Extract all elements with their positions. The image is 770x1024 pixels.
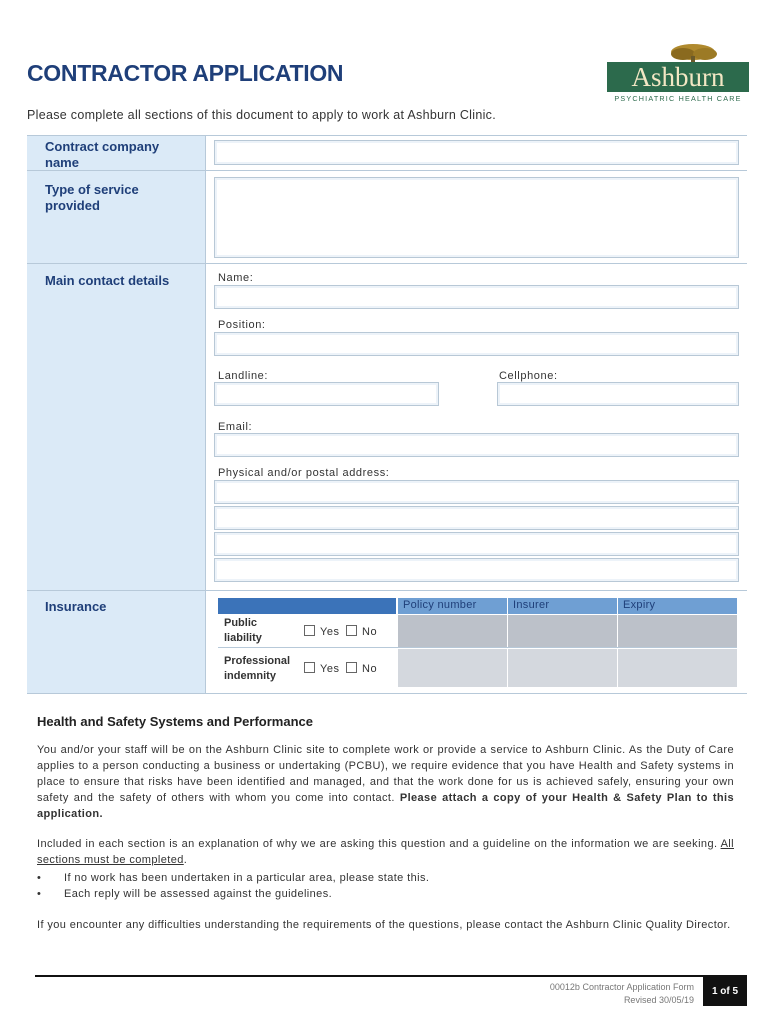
insurance-header-bar [218, 598, 396, 614]
address-label: Physical and/or postal address: [218, 467, 390, 479]
row-divider [27, 693, 747, 694]
intro-text: Please complete all sections of this document to apply to work at Ashburn Clinic. [27, 108, 496, 122]
logo-tagline: PSYCHIATRIC HEALTH CARE [614, 94, 742, 103]
address-input-line[interactable] [214, 480, 739, 504]
address-input-line[interactable] [214, 506, 739, 530]
form-divider [205, 135, 206, 693]
page-title: CONTRACTOR APPLICATION [27, 60, 344, 86]
health-safety-title: Health and Safety Systems and Performance [37, 714, 313, 729]
list-item: • If no work has been undertaken in a particular area, please state this. [37, 872, 430, 884]
row-divider [27, 590, 747, 591]
ashburn-logo [607, 42, 749, 104]
public-liability-no-checkbox[interactable]: No [346, 625, 377, 638]
professional-indemnity-insurer-input[interactable] [508, 649, 617, 687]
position-input[interactable] [214, 332, 739, 356]
landline-label: Landline: [218, 370, 269, 382]
public-liability-policy-input[interactable] [398, 615, 507, 647]
professional-indemnity-yes-checkbox[interactable]: Yes [304, 662, 339, 675]
service-type-input[interactable] [214, 177, 739, 258]
position-label: Position: [218, 319, 266, 331]
insurance-row-divider [218, 647, 737, 648]
cellphone-input[interactable] [497, 382, 739, 406]
company-name-input[interactable] [214, 140, 739, 165]
contact-paragraph: If you encounter any difficulties understanding the requirements of the questions, please contact the Ashburn Clinic Quality Director. [37, 919, 731, 931]
professional-indemnity-policy-input[interactable] [398, 649, 507, 687]
professional-indemnity-label: Professional indemnity [224, 655, 291, 682]
public-liability-yes-checkbox[interactable]: Yes [304, 625, 339, 638]
health-safety-paragraph: You and/or your staff will be on the Ashburn Clinic site to complete work or provide a service to Ashburn Clinic. As the Duty of Care applies to a person conducting a business or undertaking (PCBU), we require evidence that you have Health and Safety systems in place to ensure that risks have been identified and managed, and that the work done for us is achieved safely, ensuring your own safety and the safety of others with whom you come into contact. Please attach a copy of your Health & Safety Plan to this application. [37, 744, 734, 820]
professional-indemnity-no-checkbox[interactable]: No [346, 662, 377, 675]
landline-input[interactable] [214, 382, 439, 406]
public-liability-insurer-input[interactable] [508, 615, 617, 647]
policy-number-heading: Policy number [403, 599, 477, 611]
list-item: • Each reply will be assessed against the guidelines. [37, 888, 333, 900]
contact-details-label: Main contact details [45, 273, 170, 288]
row-divider [27, 263, 747, 264]
public-liability-label: Public liability [224, 617, 262, 644]
all-sections-required: All sections must be completed [37, 838, 734, 866]
address-input-line[interactable] [214, 558, 739, 582]
email-input[interactable] [214, 433, 739, 457]
service-type-label: Type of service provided [45, 182, 139, 213]
address-input-line[interactable] [214, 532, 739, 556]
public-liability-expiry-input[interactable] [618, 615, 737, 647]
email-label: Email: [218, 421, 253, 433]
cellphone-label: Cellphone: [499, 370, 558, 382]
bullet-icon: • [37, 872, 42, 884]
explanation-paragraph: Included in each section is an explanation of why we are asking this question and a guideline on the information we are seeking. All sections must be completed. [37, 838, 734, 866]
name-input[interactable] [214, 285, 739, 309]
logo-name: Ashburn [631, 62, 725, 92]
company-name-label: Contract company name [45, 139, 160, 170]
footer-divider [35, 975, 747, 977]
row-divider [27, 135, 747, 136]
insurer-heading: Insurer [513, 599, 550, 611]
footer-form-info: 00012b Contractor Application Form Revised 30/05/19 [549, 982, 694, 1005]
attach-plan-instruction: Please attach a copy of your Health & Safety Plan to this application. [37, 792, 734, 820]
insurance-label: Insurance [45, 599, 107, 614]
expiry-heading: Expiry [623, 599, 656, 611]
professional-indemnity-expiry-input[interactable] [618, 649, 737, 687]
name-label: Name: [218, 272, 254, 284]
page-number: 1 of 5 [703, 976, 747, 1006]
bullet-icon: • [37, 888, 42, 900]
